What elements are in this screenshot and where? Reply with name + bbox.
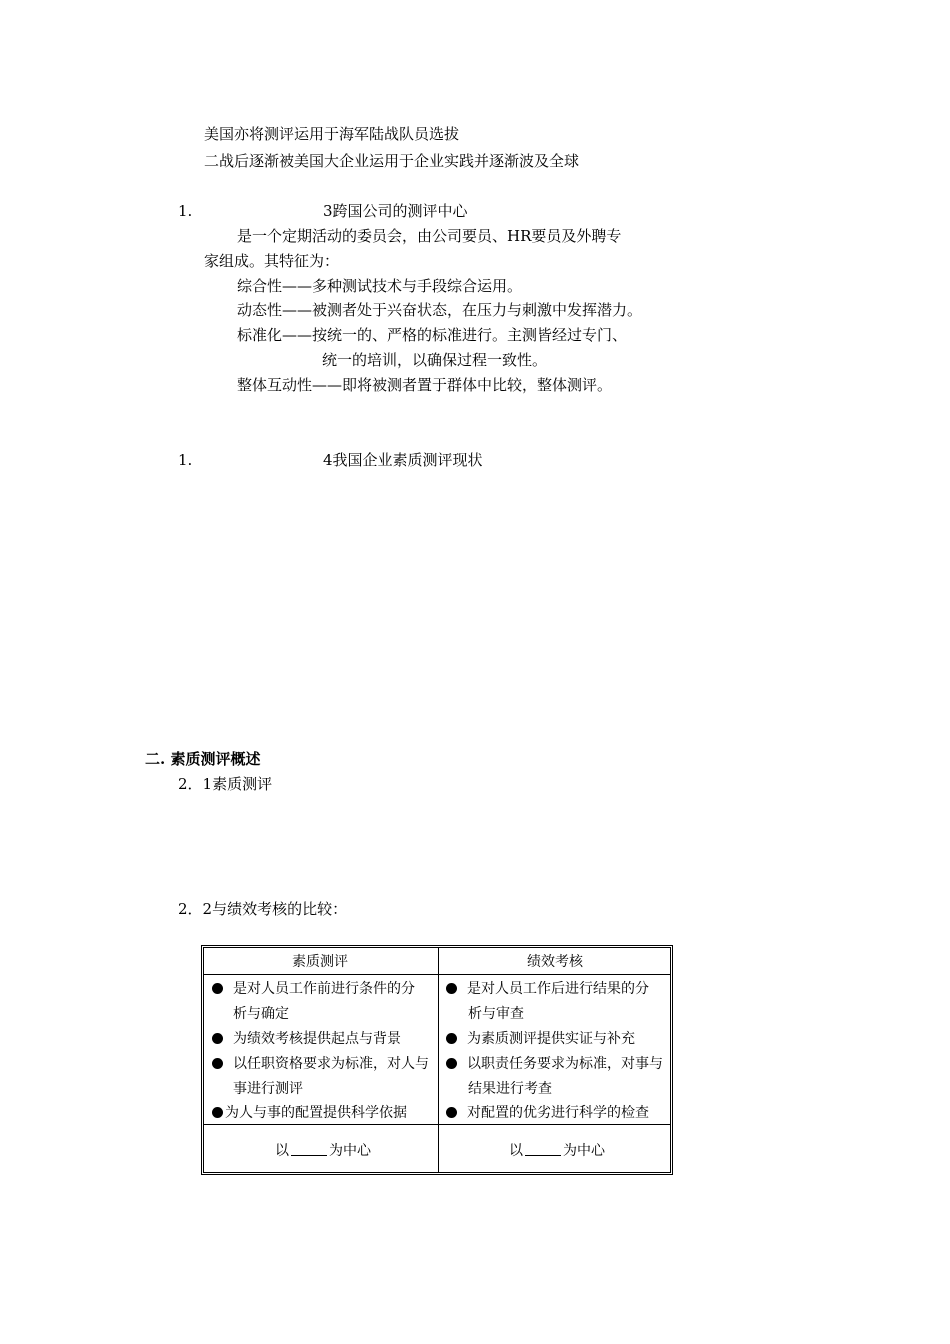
subsection-2-2: 2．2与绩效考核的比较：: [178, 900, 348, 918]
left-item-3: 以任职资格要求为标准，对人与: [212, 1057, 429, 1071]
fill-in-blank: [291, 1143, 327, 1156]
section-1-3-number: 1.: [178, 202, 193, 220]
right-item-3-cont: 结果进行考查: [468, 1081, 552, 1097]
table-footer-divider: [204, 1124, 670, 1125]
subsection-2-1: 2．1素质测评: [178, 775, 273, 793]
left-item-3-cont: 事进行测评: [233, 1081, 303, 1097]
right-item-1: 是对人员工作后进行结果的分: [446, 982, 649, 996]
right-item-4: 对配置的优劣进行科学的检查: [446, 1106, 649, 1120]
feature-line-3: 标准化——按统一的、严格的标准进行。主测皆经过专门、: [237, 326, 628, 344]
section-1-4-number: 1.: [178, 451, 193, 469]
section-1-3-title: 3跨国公司的测评中心: [323, 202, 468, 220]
left-item-1-cont: 析与确定: [233, 1006, 289, 1022]
bullet-icon: [446, 1058, 457, 1069]
bullet-icon: [446, 1107, 457, 1118]
left-item-4: 为人与事的配置提供科学依据: [212, 1106, 407, 1120]
right-item-1-cont: 析与审查: [468, 1006, 524, 1022]
bullet-icon: [446, 1033, 457, 1044]
bullet-icon: [212, 1058, 223, 1069]
history-line-2: 二战后逐渐被美国大企业运用于企业实践并逐渐波及全球: [204, 152, 580, 170]
table-column-divider: [438, 948, 439, 1172]
table-header-quality-assessment: 素质测评: [292, 954, 348, 970]
chapter-2-title: 二. 素质测评概述: [145, 750, 261, 768]
right-footer: 以 为中心: [509, 1143, 605, 1159]
left-footer: 以 为中心: [275, 1143, 371, 1159]
left-item-2: 为绩效考核提供起点与背景: [212, 1032, 401, 1046]
feature-line-2: 动态性——被测者处于兴奋状态，在压力与刺激中发挥潜力。: [237, 301, 643, 319]
comparison-table: [201, 945, 673, 1175]
bullet-icon: [212, 983, 223, 994]
bullet-icon: [212, 1107, 223, 1118]
table-header-divider: [204, 974, 670, 975]
feature-line-1: 综合性——多种测试技术与手段综合运用。: [237, 277, 523, 295]
fill-in-blank: [525, 1143, 561, 1156]
bullet-icon: [212, 1033, 223, 1044]
table-header-performance-review: 绩效考核: [527, 954, 583, 970]
section-1-3-intro-line2: 家组成。其特征为：: [204, 252, 340, 270]
left-item-1: 是对人员工作前进行条件的分: [212, 982, 415, 996]
feature-line-4: 统一的培训，以确保过程一致性。: [322, 351, 548, 369]
feature-line-5: 整体互动性——即将被测者置于群体中比较，整体测评。: [237, 376, 613, 394]
section-1-3-intro-line1: 是一个定期活动的委员会，由公司要员、HR要员及外聘专: [237, 227, 622, 245]
right-item-2: 为素质测评提供实证与补充: [446, 1032, 635, 1046]
history-line-1: 美国亦将测评运用于海军陆战队员选拔: [204, 125, 460, 143]
right-item-3: 以职责任务要求为标准，对事与: [446, 1057, 663, 1071]
bullet-icon: [446, 983, 457, 994]
section-1-4-title: 4我国企业素质测评现状: [323, 451, 483, 469]
